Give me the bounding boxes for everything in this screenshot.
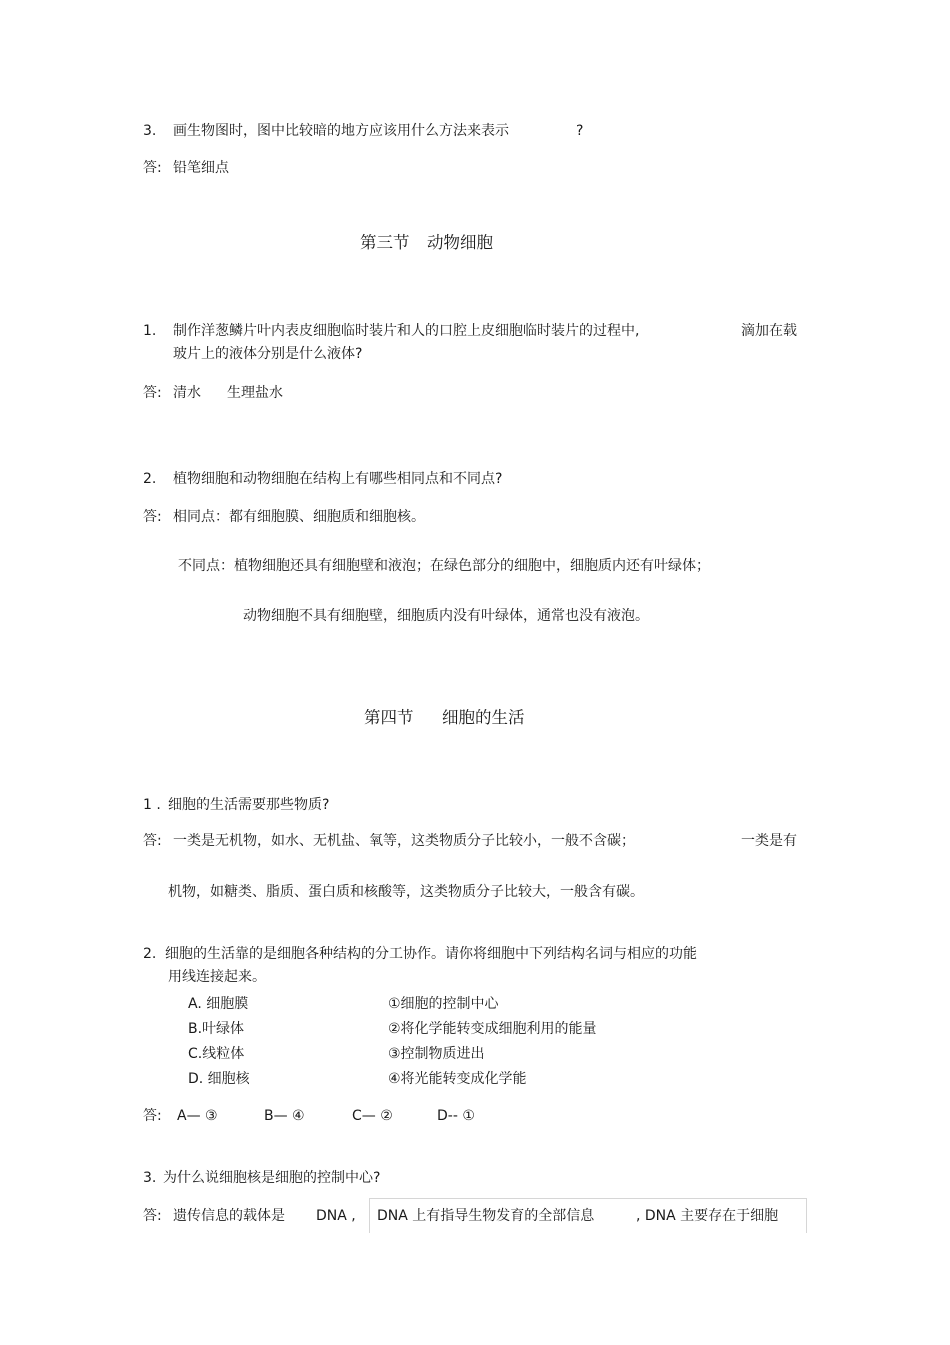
answer-text: 遗传信息的载体是: [173, 1208, 285, 1224]
answer-label: 答:: [143, 1208, 162, 1224]
answer-text: 生理盐水: [227, 385, 283, 401]
answer-match: B— ④: [264, 1108, 305, 1124]
answer-label: 答:: [143, 833, 162, 849]
answer-text: DNA 上有指导生物发育的全部信息: [377, 1208, 595, 1224]
question-text-continued: 用线连接起来。: [168, 969, 266, 985]
question-text: 细胞的生活靠的是细胞各种结构的分工协作。请你将细胞中下列结构名词与相应的功能: [165, 946, 697, 962]
answer-match: A— ③: [177, 1108, 218, 1124]
answer-label: 答:: [143, 1108, 162, 1124]
answer-label: 答:: [143, 160, 162, 176]
function-item: ③控制物质进出: [388, 1046, 485, 1062]
question-number: 1 .: [143, 797, 161, 813]
answer-differences-continued: 动物细胞不具有细胞壁，细胞质内没有叶绿体，通常也没有液泡。: [243, 608, 649, 624]
answer-differences: 不同点：植物细胞还具有细胞壁和液泡；在绿色部分的细胞中，细胞质内还有叶绿体；: [178, 558, 710, 574]
answer-text: 一类是无机物，如水、无机盐、氧等，这类物质分子比较小，一般不含碳；: [173, 833, 635, 849]
section-name: 动物细胞: [427, 233, 493, 252]
answer-text: , DNA 主要存在于细胞: [636, 1208, 779, 1224]
section-title: 第三节: [360, 233, 410, 252]
answer-match: C— ②: [352, 1108, 393, 1124]
question-number: 3.: [143, 1170, 157, 1186]
question-number: 2.: [143, 471, 157, 487]
function-item: ④将光能转变成化学能: [388, 1071, 527, 1087]
structure-item: D. 细胞核: [188, 1071, 250, 1087]
answer-match: D-- ①: [437, 1108, 475, 1124]
section-title: 第四节: [364, 708, 414, 727]
structure-item: B.叶绿体: [188, 1021, 245, 1037]
structure-item: A. 细胞膜: [188, 996, 249, 1012]
question-text-continued: 玻片上的液体分别是什么液体?: [173, 346, 363, 362]
question-text: 细胞的生活需要那些物质?: [168, 797, 330, 813]
question-mark: ?: [576, 123, 584, 139]
question-text: 画生物图时，图中比较暗的地方应该用什么方法来表示: [173, 123, 509, 139]
question-text: 为什么说细胞核是细胞的控制中心?: [163, 1170, 381, 1186]
question-text-tail: 滴加在载: [741, 323, 797, 339]
answer-text-tail: 一类是有: [741, 833, 797, 849]
function-item: ②将化学能转变成细胞利用的能量: [388, 1021, 597, 1037]
function-item: ①细胞的控制中心: [388, 996, 499, 1012]
answer-label: 答:: [143, 509, 162, 525]
answer-label: 答:: [143, 385, 162, 401]
question-number: 1.: [143, 323, 157, 339]
question-text: 制作洋葱鳞片叶内表皮细胞临时装片和人的口腔上皮细胞临时装片的过程中,: [173, 323, 640, 339]
section-name: 细胞的生活: [442, 708, 525, 727]
answer-similarities: 相同点：都有细胞膜、细胞质和细胞核。: [173, 509, 425, 525]
question-text: 植物细胞和动物细胞在结构上有哪些相同点和不同点?: [173, 471, 503, 487]
answer-text: 清水: [173, 385, 201, 401]
answer-text: DNA ,: [316, 1208, 356, 1224]
answer-text-continued: 机物，如糖类、脂质、蛋白质和核酸等，这类物质分子比较大，一般含有碳。: [168, 884, 644, 900]
question-number: 2.: [143, 946, 157, 962]
question-number: 3.: [143, 123, 157, 139]
answer-text: 铅笔细点: [173, 160, 229, 176]
structure-item: C.线粒体: [188, 1046, 245, 1062]
